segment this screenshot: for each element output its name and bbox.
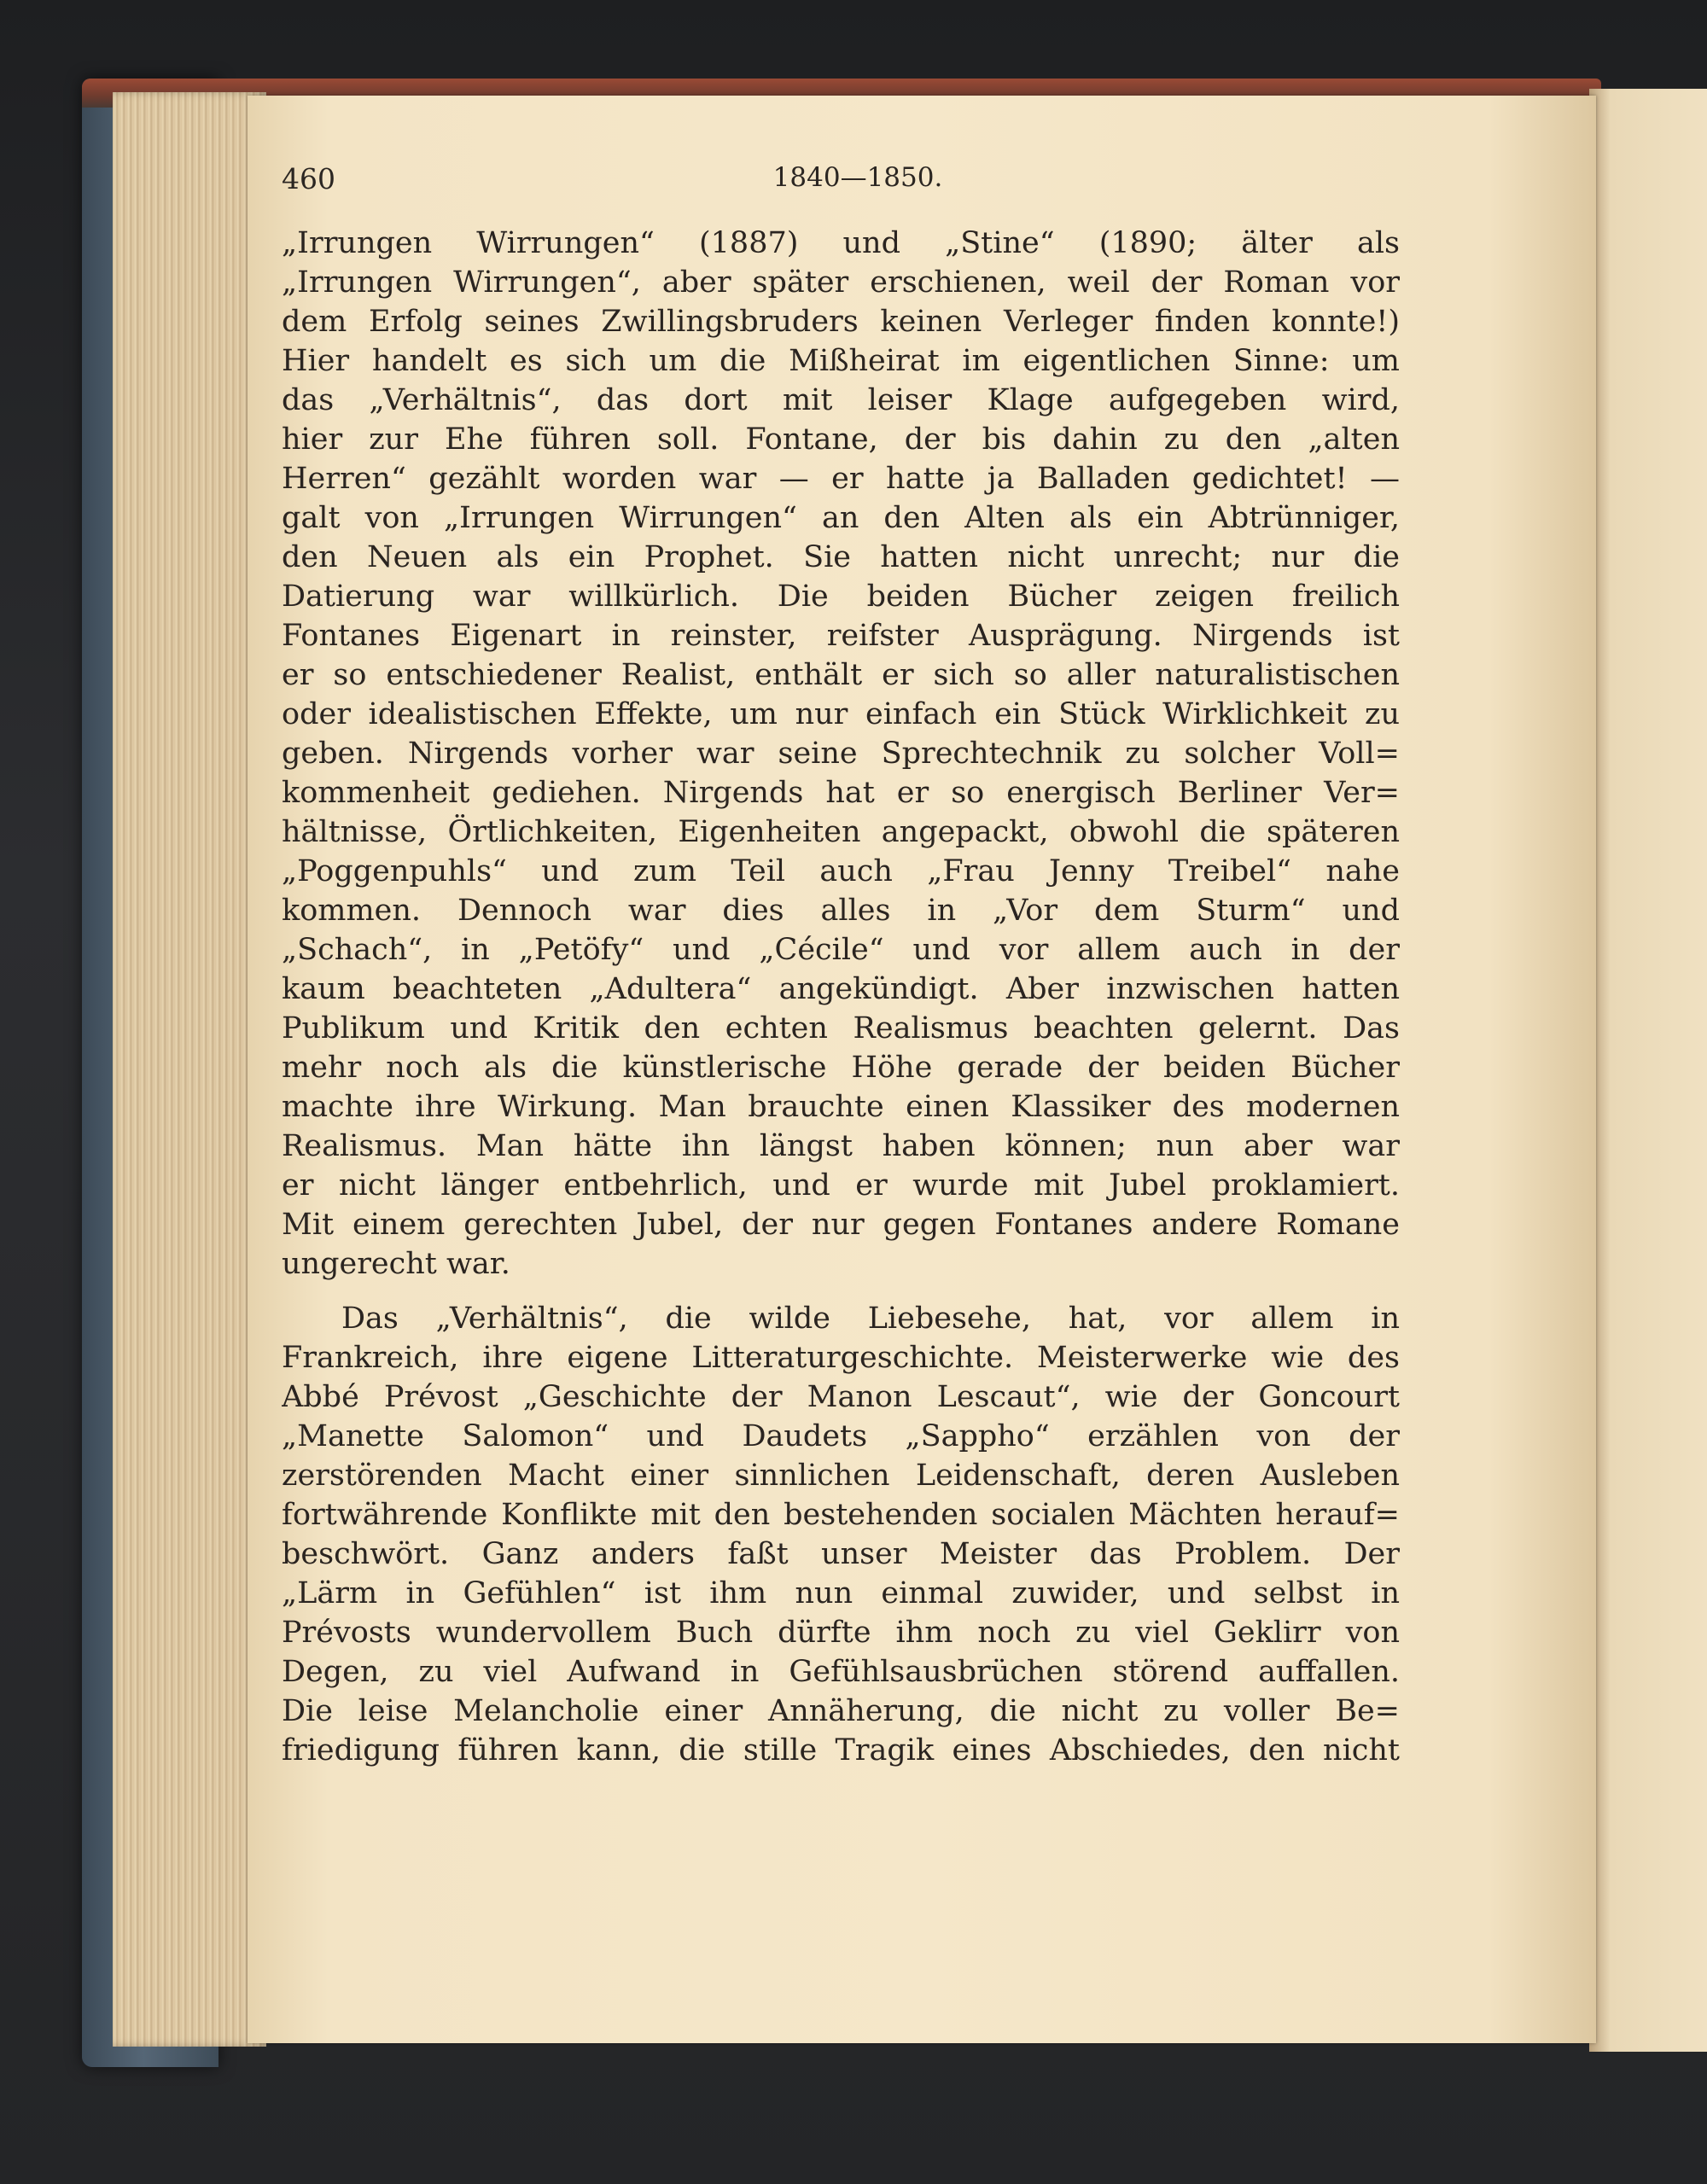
text-line: „Poggenpuhls“ und zum Teil auch „Frau Jenny Treibel“ nahe xyxy=(282,854,1400,888)
text-line: ungerecht war. xyxy=(282,1247,510,1281)
text-line: Herren“ gezählt worden war — er hatte ja Balladen gedichtet! — xyxy=(282,462,1400,496)
text-line: Die leise Melancholie einer Annäherung, die nicht zu voller Be= xyxy=(282,1694,1400,1728)
text-line: „Lärm in Gefühlen“ ist ihm nun einmal zuwider, und selbst in xyxy=(282,1576,1400,1610)
body-text xyxy=(282,224,1400,1770)
paragraph-1 xyxy=(282,224,1400,1284)
text-line: oder idealistischen Effekte, um nur einfach ein Stück Wirklichkeit zu xyxy=(282,697,1400,731)
paragraph-gap xyxy=(282,1284,1400,1299)
text-line: Abbé Prévost „Geschichte der Manon Lescaut“, wie der Goncourt xyxy=(282,1380,1400,1414)
running-head xyxy=(282,162,1400,205)
facing-page-edge xyxy=(1589,89,1707,2052)
text-line: Hier handelt es sich um die Mißheirat im eigentlichen Sinne: um xyxy=(282,344,1400,378)
text-line: Datierung war willkürlich. Die beiden Bücher zeigen freilich xyxy=(282,579,1400,614)
text-line: fortwährende Konflikte mit den bestehenden socialen Mächten herauf= xyxy=(282,1498,1400,1532)
text-line: machte ihre Wirkung. Man brauchte einen Klassiker des modernen xyxy=(282,1090,1400,1124)
text-line: Mit einem gerechten Jubel, der nur gegen Fontanes andere Romane xyxy=(282,1208,1400,1242)
page-stack-fore-edge xyxy=(113,92,266,2047)
text-line: den Neuen als ein Prophet. Sie hatten nicht unrecht; nur die xyxy=(282,540,1400,574)
text-line: hältnisse, Örtlichkeiten, Eigenheiten angepackt, obwohl die späteren xyxy=(282,815,1400,849)
text-line: „Manette Salomon“ und Daudets „Sappho“ erzählen von der xyxy=(282,1419,1400,1453)
text-line: Das „Verhältnis“, die wilde Liebesehe, hat, vor allem in xyxy=(341,1302,1400,1336)
text-line: kommen. Dennoch war dies alles in „Vor dem Sturm“ und xyxy=(282,894,1400,928)
text-line: beschwört. Ganz anders faßt unser Meister das Problem. Der xyxy=(282,1537,1400,1571)
text-line: kaum beachteten „Adultera“ angekündigt. Aber inzwischen hatten xyxy=(282,972,1400,1006)
text-line: kommenheit gediehen. Nirgends hat er so energisch Berliner Ver= xyxy=(282,776,1400,810)
text-line: dem Erfolg seines Zwillingsbruders keinen Verleger finden konnte!) xyxy=(282,305,1400,339)
text-line: zerstörenden Macht einer sinnlichen Leidenschaft, deren Ausleben xyxy=(282,1459,1400,1493)
paragraph-2 xyxy=(282,1299,1400,1770)
text-line: Realismus. Man hätte ihn längst haben können; nun aber war xyxy=(282,1129,1400,1163)
text-line: „Irrungen Wirrungen“ (1887) und „Stine“ (1890; älter als xyxy=(282,226,1400,260)
text-line: Fontanes Eigenart in reinster, reifster Ausprägung. Nirgends ist xyxy=(282,619,1400,653)
text-line: friedigung führen kann, die stille Tragik eines Abschiedes, den nicht xyxy=(282,1733,1400,1768)
text-line: Publikum und Kritik den echten Realismus beachten gelernt. Das xyxy=(282,1011,1400,1045)
text-line: er so entschiedener Realist, enthält er sich so aller naturalistischen xyxy=(282,658,1400,692)
text-line: er nicht länger entbehrlich, und er wurde mit Jubel proklamiert. xyxy=(282,1168,1400,1203)
text-line: „Irrungen Wirrungen“, aber später erschienen, weil der Roman vor xyxy=(282,265,1400,300)
text-line: hier zur Ehe führen soll. Fontane, der bis dahin zu den „alten xyxy=(282,422,1400,457)
text-line: das „Verhältnis“, das dort mit leiser Klage aufgegeben wird, xyxy=(282,383,1400,417)
text-line: Frankreich, ihre eigene Litteraturgeschichte. Meisterwerke wie des xyxy=(282,1341,1400,1375)
text-line: geben. Nirgends vorher war seine Sprechtechnik zu solcher Voll= xyxy=(282,737,1400,771)
text-line: Degen, zu viel Aufwand in Gefühlsausbrüchen störend auffallen. xyxy=(282,1655,1400,1689)
page-number: 460 xyxy=(282,162,335,195)
text-line: „Schach“, in „Petöfy“ und „Cécile“ und vor allem auch in der xyxy=(282,933,1400,967)
text-line: Prévosts wundervollem Buch dürfte ihm noch zu viel Geklirr von xyxy=(282,1616,1400,1650)
text-line: mehr noch als die künstlerische Höhe gerade der beiden Bücher xyxy=(282,1051,1400,1085)
text-line: galt von „Irrungen Wirrungen“ an den Alten als ein Abtrünniger, xyxy=(282,501,1400,535)
running-head-title: 1840—1850. xyxy=(772,162,943,193)
